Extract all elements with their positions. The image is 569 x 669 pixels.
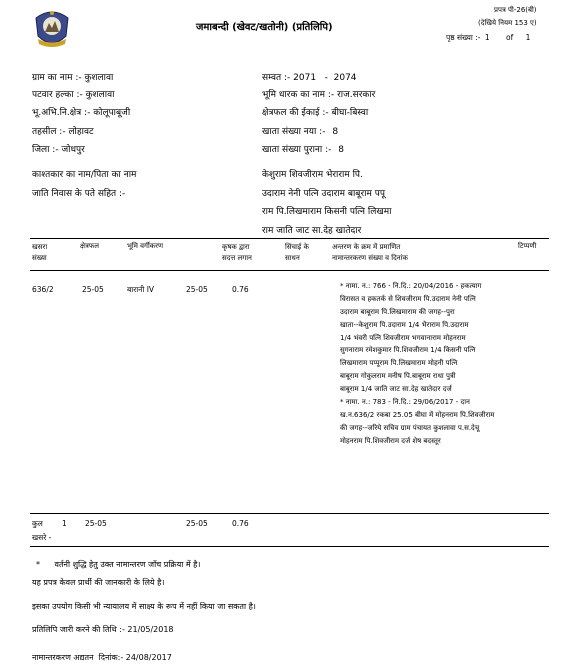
header-area: क्षेत्रफल — [80, 242, 100, 250]
note-line: लिखमाराम पप्पूराम पि.लिखमाराम मोहनी पत्नि — [340, 359, 458, 368]
cell-area-2: 25-05 — [186, 285, 208, 294]
note-line: की जगह--जरिये सचिव ग्राम पंचायत कुशलावा प.स.देचू — [340, 423, 480, 432]
note-line: उदाराम बाबूराम पि.लिखमाराम की जगह--पुरा — [340, 307, 455, 316]
total-label: कुल — [32, 519, 43, 528]
totals-top-rule — [30, 513, 549, 514]
page-of: of — [506, 33, 514, 42]
note-line: मोहनराम पि.शिवजीराम दर्ज शेष बदस्तूर — [340, 436, 441, 445]
area-unit: क्षेत्रफल की ईकाई :- बीघा-बिस्वा — [262, 108, 369, 118]
note-line: खाता--केशुराम पि.उदाराम 1/4 भैराराम पि.उदाराम — [340, 320, 469, 329]
footnote-not-evidence: इसका उपयोग किसी भी न्यायालय में साक्ष्य के रूप में नहीं किया जा सकता है। — [32, 602, 256, 611]
note-line: बाबूराम गोकुलराम मनीष पि.बाबूराम राधा पुत्री — [340, 372, 456, 381]
owner-line: केशुराम शिवजीराम भेराराम पि. — [262, 170, 363, 180]
land-holder-name: भूमि धारक का नाम :- राज.सरकार — [262, 90, 376, 100]
tehsil: तहसील :- लोहावट — [32, 127, 94, 137]
owner-line: राम जाति जाट सा.देह खातेदार — [262, 226, 362, 236]
table-header-rule — [30, 270, 549, 271]
district: जिला :- जोधपुर — [32, 145, 85, 155]
totals-bottom-rule — [30, 546, 549, 547]
form-number: प्रपत्र पी-26(बी) — [494, 6, 537, 14]
owner-label-1: काश्तकार का नाम/पिता का नाम — [32, 170, 137, 180]
page-number: 1 — [484, 33, 490, 42]
total-count: 1 — [62, 519, 67, 528]
total-area: 25-05 — [85, 519, 107, 528]
footnote-info-only: यह प्रपत्र केवल प्रार्थी की जानकारी के लिये है। — [32, 578, 165, 587]
note-line: 1/4 भंवरी पत्नि शिवजीराम भगवानाराम मोहनराम — [340, 333, 466, 342]
village-name: ग्राम का नाम :- कुशलावा — [32, 73, 114, 83]
issue-date: प्रतिलिपि जारी करने की तिथि :- 21/05/2018 — [32, 625, 174, 634]
page-total: 1 — [525, 33, 531, 42]
emblem-logo — [32, 6, 72, 50]
page-title: जमाबन्दी (खेवट/खतोनी) (प्रतिलिपि) — [196, 22, 333, 33]
note-line: बाबूराम 1/4 जाति जाट सा.देह खातेदार दर्ज — [340, 385, 452, 394]
page-count — [446, 33, 530, 43]
account-number-new: खाता संख्या नया :- 8 — [262, 127, 339, 137]
owner-line: राम पि.लिखमाराम किसनी पत्नि लिखमा — [262, 207, 392, 217]
land-record-area: भू.अभि.नि.क्षेत्र :- कोलूपाबूजी — [32, 108, 131, 118]
account-number-old: खाता संख्या पुराना :- 8 — [262, 145, 344, 155]
header-remarks: टिप्पणी — [518, 242, 537, 250]
note-line: * नामा. न.: 783 - नि.दि.: 29/06/2017 - दान — [340, 398, 470, 407]
cell-rent: 0.76 — [232, 285, 249, 294]
page-label: पृष्ठ संख्या :- — [446, 33, 481, 42]
total-khasre-label: खसरे - — [32, 533, 52, 542]
owner-label-2: जाति निवास के पते सहित :- — [32, 189, 126, 199]
mutation-notes — [340, 280, 555, 448]
total-area-2: 25-05 — [186, 519, 208, 528]
note-line: * नामा. न.: 766 - नि.दि.: 20/04/2016 - हकत्याग — [340, 282, 482, 290]
patwar-halka: पटवार हल्का :- कुशलावा — [32, 90, 115, 100]
table-top-rule — [30, 238, 549, 239]
samvat: सम्वत :- 2071 - 2074 — [262, 73, 357, 83]
owner-line: उदाराम नेनी पत्नि उदाराम बाबूराम पपू — [262, 189, 385, 199]
cell-khasra: 636/2 — [32, 285, 54, 294]
header-land-class: भूमि वर्गीकरण — [127, 242, 164, 250]
header-rent: कृषक द्वारा सदत्त लगान — [222, 243, 252, 262]
total-rent: 0.76 — [232, 519, 249, 528]
header-irrigation: सिंचाई के साधन — [285, 243, 309, 262]
header-mutation: अन्तरण के क्रम में प्रमाणित नामान्तरकरण संख्या व दिनांक — [332, 243, 408, 262]
note-line: विरासत व हकतर्क से शिवजीराम पि.उदाराम नेनी पत्नि — [340, 294, 476, 303]
rule-reference: (देखिये नियम 153 ए) — [478, 19, 537, 27]
header-khasra: खसरा संख्या — [32, 243, 48, 262]
cell-area: 25-05 — [82, 285, 104, 294]
footnote-spelling: * वर्तनी शुद्धि हेतु उक्त नामान्तरण जाँच प्रक्रिया में है। — [36, 560, 201, 569]
cell-land-class: बारानी IV — [127, 285, 155, 294]
note-line: ख.न.636/2 रकबा 25.05 बीघा में मोहनराम पि.शिवजीराम — [340, 410, 495, 419]
mutation-updated-date: नामान्तरकरण अद्यतन दिनांक:- 24/08/2017 — [32, 653, 172, 662]
note-line: सुगनाराम रमेशकुमार पि.शिवजीराम 1/4 किसनी पत्नि — [340, 346, 476, 355]
